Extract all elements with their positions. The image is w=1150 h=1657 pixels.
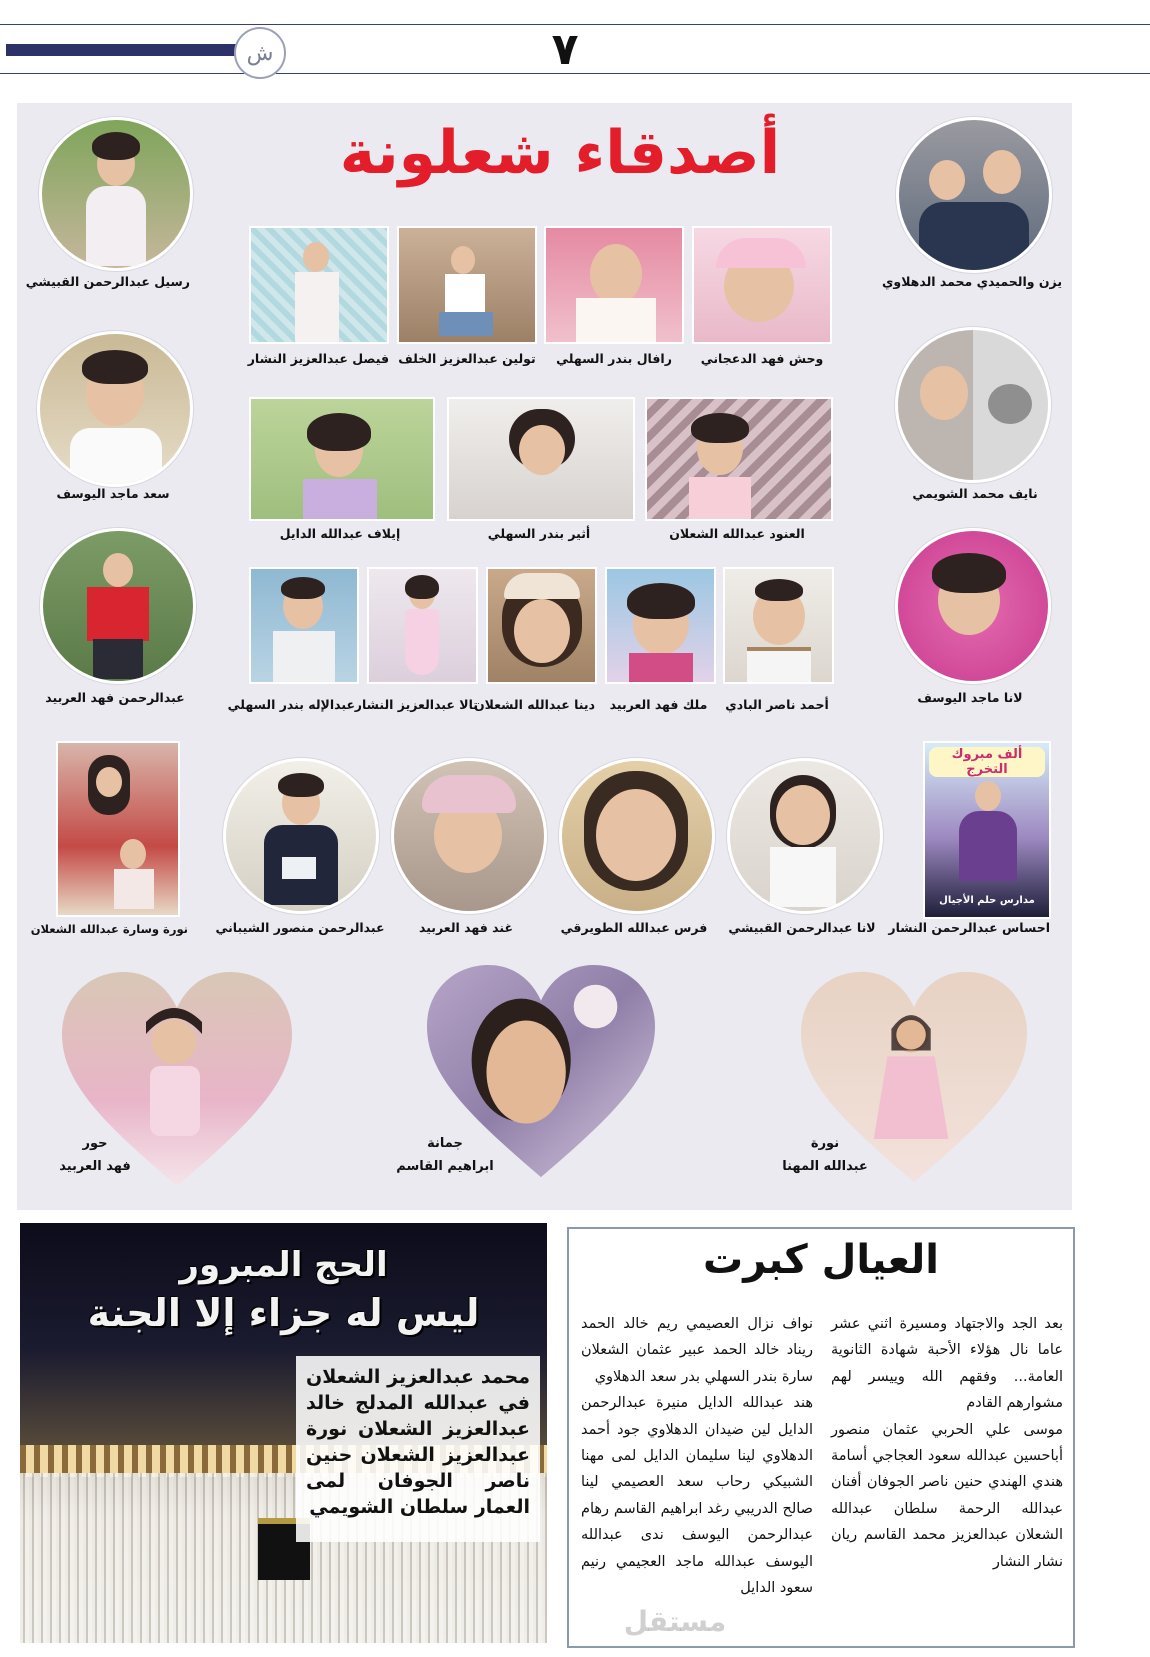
photo-square [249, 567, 359, 684]
article-paragraph: موسى علي الحربي عثمان منصور أباحسين عبدالله سعود العجاجي أسامة هندي الهندي حنين ناصر الجوفان أفنان عبدالله الرحمة سلطان عبدالله الشعلان عبدالعزيز محمد القاسم ريان نشار النشار [831, 1421, 1063, 1570]
photo-caption: عبدالإله بندر السهلي [227, 697, 355, 712]
graduation-banner-top: ألف مبروك التخرج [929, 747, 1045, 777]
photo-caption: سعد ماجد اليوسف [56, 486, 170, 501]
photo-caption: دينا عبدالله الشعلان [473, 697, 595, 712]
photo-circle [40, 528, 196, 684]
photo-circle [39, 117, 193, 271]
photo-square [486, 567, 597, 684]
photo-square [397, 226, 537, 344]
photo-caption: يزن والحميدي محمد الدهلاوي [881, 274, 1063, 289]
header-bar [6, 44, 240, 56]
hajj-greeting-box [20, 1223, 547, 1643]
article-column-right [831, 1311, 1063, 1575]
photo-caption: وحش فهد الدعجاني [700, 351, 824, 366]
watermark: مستقل [623, 1605, 727, 1638]
hajj-subtitle: ليس له جزاء إلا الجنة [87, 1291, 480, 1335]
article-paragraph: هند عبدالله الدايل منيرة عبدالرحمن الدايل لين ضيدان الدهلاوي جود أحمد الدهلاوي لينا سليمان الدايل لمى مهنا الشبيكي رحاب سعد العصيمي لينا صالح الدريبي رغد ابراهيم القاسم رهام عبدالرحمن اليوسف ندى عبدالله اليوسف عبدالله ماجد العجيمي رنيم سعود الدايل [581, 1395, 813, 1597]
photo-circle [896, 117, 1052, 273]
photo-square [645, 397, 833, 521]
photo-square [367, 567, 478, 684]
article-box [567, 1227, 1075, 1648]
photo-square [447, 397, 635, 521]
photo-caption: عبدالرحمن فهد العربيد [45, 690, 185, 705]
article-paragraph: نواف نزال العصيمي ريم خالد الحمد ريناد خالد الحمد عبير عثمان الشعلان سارة بندر السهلي بدر سعد الدهلاوي [581, 1316, 813, 1385]
heart-caption-last: عبدالله المهنا [782, 1159, 868, 1174]
photo-caption: نورة وسارة عبدالله الشعلان [30, 922, 188, 936]
hajj-names-box [296, 1356, 540, 1542]
hajj-names: محمد عبدالعزيز الشعلان في عبدالله المدلج خالد عبدالعزيز الشعلان نورة عبدالعزيز الشعلان حنين ناصر الجوفان لمى العمار سلطان الشويمي [306, 1366, 530, 1518]
heart-caption-first: حور [82, 1136, 108, 1151]
page-number: ٧ [551, 24, 579, 75]
photo-caption: نايف محمد الشويمي [912, 486, 1038, 501]
heart-caption-last: فهد العربيد [59, 1159, 131, 1174]
heart-caption-first: جمانة [427, 1136, 463, 1151]
photo-caption: أثير بندر السهلي [487, 526, 591, 541]
graduation-banner-bottom: مدارس حلم الأجيال [939, 895, 1035, 906]
photo-circle [223, 758, 379, 914]
photo-square [249, 226, 389, 344]
heart-photo [801, 970, 1027, 1188]
photo-square [923, 741, 1051, 919]
logo-text: ش [246, 40, 274, 66]
photo-square [56, 741, 180, 917]
photo-caption: ملك فهد العربيد [609, 697, 708, 712]
photo-caption: أحمد ناصر البادي [725, 697, 829, 712]
section-title: أصدقاء شعلونة [339, 118, 781, 188]
photo-circle [559, 758, 715, 914]
heart-photo [62, 972, 292, 1190]
photo-circle [895, 528, 1051, 684]
photo-square [723, 567, 834, 684]
photo-caption: رسيل عبدالرحمن القبيشي [25, 274, 190, 289]
photo-circle [895, 327, 1051, 483]
photo-caption: عبدالرحمن منصور الشيباني [215, 920, 385, 935]
photo-caption: تالا عبدالعزيز النشار [354, 697, 478, 712]
photo-circle [391, 758, 547, 914]
heart-caption-last: ابراهيم القاسم [396, 1159, 494, 1174]
article-paragraph: بعد الجد والاجتهاد ومسيرة اثني عشر عاما نال هؤلاء الأحبة شهادة الثانوية العامة... وفقهم الله وييسر لهم مشوارهم القادم [831, 1316, 1063, 1412]
photo-square [249, 397, 435, 521]
photo-caption: لانا ماجد اليوسف [917, 690, 1023, 705]
photo-square [692, 226, 832, 344]
photo-caption: إيلاف عبدالله الدايل [279, 526, 401, 541]
photo-circle [37, 331, 193, 487]
photo-circle [727, 758, 883, 914]
photo-caption: احساس عبدالرحمن النشار [888, 920, 1050, 935]
photo-square [605, 567, 716, 684]
article-title: العيال كبرت [703, 1237, 939, 1283]
photo-caption: رافال بندر السهلي [556, 351, 672, 366]
photo-square [544, 226, 684, 344]
heart-caption-first: نورة [810, 1136, 840, 1151]
photo-caption: لانا عبدالرحمن القبيشي [728, 920, 876, 935]
photo-caption: فرس عبدالله الطويرقي [560, 920, 708, 935]
photo-caption: فيصل عبدالعزيز النشار [247, 351, 389, 366]
photo-caption: العنود عبدالله الشعلان [669, 526, 805, 541]
publication-logo [234, 27, 286, 79]
hajj-title: الحج المبرور [179, 1245, 388, 1285]
photo-caption: تولين عبدالعزيز الخلف [398, 351, 536, 366]
photo-caption: غند فهد العربيد [418, 920, 514, 935]
article-column-left [581, 1311, 813, 1601]
